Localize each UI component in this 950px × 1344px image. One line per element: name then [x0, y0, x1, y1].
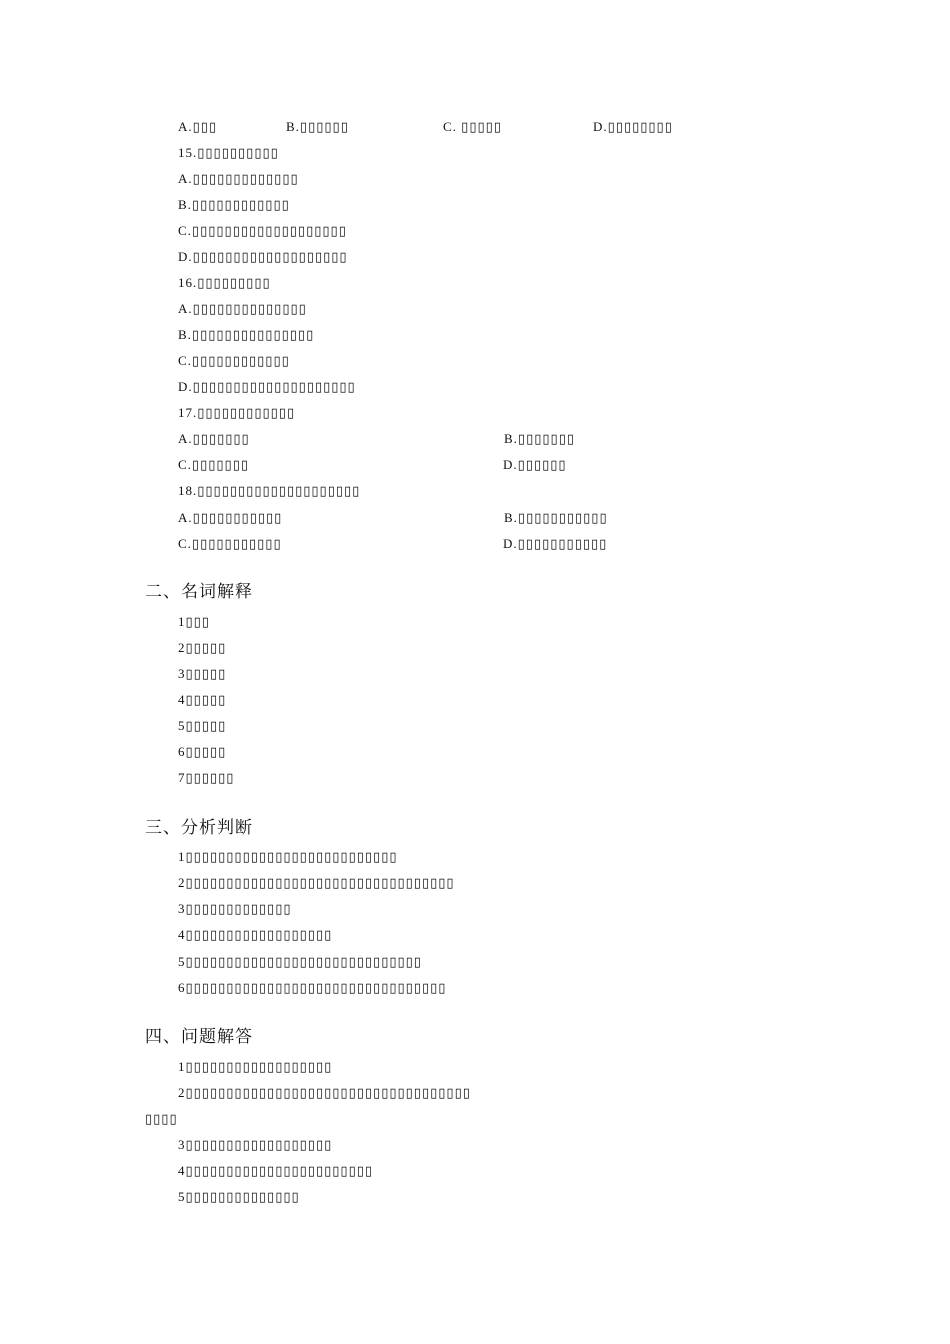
- section2-item: 4▯▯▯▯▯: [178, 692, 227, 707]
- q16-option-c: C.▯▯▯▯▯▯▯▯▯▯▯▯: [178, 353, 290, 368]
- section4-item: 3▯▯▯▯▯▯▯▯▯▯▯▯▯▯▯▯▯▯: [178, 1137, 333, 1152]
- section2-item: 5▯▯▯▯▯: [178, 718, 227, 733]
- section4-item-continuation: ▯▯▯▯: [145, 1111, 178, 1126]
- q14-option-b: B.▯▯▯▯▯▯: [286, 119, 349, 134]
- q16-option-a: A.▯▯▯▯▯▯▯▯▯▯▯▯▯▯: [178, 301, 307, 316]
- q15-option-a: A.▯▯▯▯▯▯▯▯▯▯▯▯▯: [178, 171, 299, 186]
- q15-option-c: C.▯▯▯▯▯▯▯▯▯▯▯▯▯▯▯▯▯▯▯: [178, 223, 347, 238]
- q18-stem: 18.▯▯▯▯▯▯▯▯▯▯▯▯▯▯▯▯▯▯▯▯: [178, 483, 361, 498]
- section2-item: 2▯▯▯▯▯: [178, 640, 227, 655]
- section4-item: 5▯▯▯▯▯▯▯▯▯▯▯▯▯▯: [178, 1189, 300, 1204]
- section3-item: 6▯▯▯▯▯▯▯▯▯▯▯▯▯▯▯▯▯▯▯▯▯▯▯▯▯▯▯▯▯▯▯▯: [178, 980, 447, 995]
- section3-item: 2▯▯▯▯▯▯▯▯▯▯▯▯▯▯▯▯▯▯▯▯▯▯▯▯▯▯▯▯▯▯▯▯▯: [178, 875, 455, 890]
- section4-item: 1▯▯▯▯▯▯▯▯▯▯▯▯▯▯▯▯▯▯: [178, 1059, 333, 1074]
- q17-option-a: A.▯▯▯▯▯▯▯: [178, 431, 250, 446]
- q14-option-c: C. ▯▯▯▯▯: [443, 119, 502, 134]
- q15-option-d: D.▯▯▯▯▯▯▯▯▯▯▯▯▯▯▯▯▯▯▯: [178, 249, 348, 264]
- q18-option-c: C.▯▯▯▯▯▯▯▯▯▯▯: [178, 536, 282, 551]
- section2-item: 3▯▯▯▯▯: [178, 666, 227, 681]
- q18-option-b: B.▯▯▯▯▯▯▯▯▯▯▯: [504, 510, 608, 525]
- q18-option-a: A.▯▯▯▯▯▯▯▯▯▯▯: [178, 510, 283, 525]
- section3-heading: 三、分析判断: [145, 818, 253, 838]
- q17-option-b: B.▯▯▯▯▯▯▯: [504, 431, 575, 446]
- section4-heading: 四、问题解答: [145, 1027, 253, 1047]
- section3-item: 5▯▯▯▯▯▯▯▯▯▯▯▯▯▯▯▯▯▯▯▯▯▯▯▯▯▯▯▯▯: [178, 954, 422, 969]
- section2-item: 6▯▯▯▯▯: [178, 744, 227, 759]
- q16-option-b: B.▯▯▯▯▯▯▯▯▯▯▯▯▯▯▯: [178, 327, 315, 342]
- section3-item: 4▯▯▯▯▯▯▯▯▯▯▯▯▯▯▯▯▯▯: [178, 927, 333, 942]
- q17-option-c: C.▯▯▯▯▯▯▯: [178, 457, 249, 472]
- q15-option-b: B.▯▯▯▯▯▯▯▯▯▯▯▯: [178, 197, 290, 212]
- q14-option-d: D.▯▯▯▯▯▯▯▯: [593, 119, 673, 134]
- q15-stem: 15.▯▯▯▯▯▯▯▯▯▯: [178, 145, 279, 160]
- section2-item: 1▯▯▯: [178, 614, 210, 629]
- q17-stem: 17.▯▯▯▯▯▯▯▯▯▯▯▯: [178, 405, 296, 420]
- section3-item: 1▯▯▯▯▯▯▯▯▯▯▯▯▯▯▯▯▯▯▯▯▯▯▯▯▯▯: [178, 849, 398, 864]
- q18-option-d: D.▯▯▯▯▯▯▯▯▯▯▯: [503, 536, 608, 551]
- section3-item: 3▯▯▯▯▯▯▯▯▯▯▯▯▯: [178, 901, 292, 916]
- q16-option-d: D.▯▯▯▯▯▯▯▯▯▯▯▯▯▯▯▯▯▯▯▯: [178, 379, 356, 394]
- q16-stem: 16.▯▯▯▯▯▯▯▯▯: [178, 275, 271, 290]
- section4-item: 2▯▯▯▯▯▯▯▯▯▯▯▯▯▯▯▯▯▯▯▯▯▯▯▯▯▯▯▯▯▯▯▯▯▯▯: [178, 1085, 471, 1100]
- section2-item: 7▯▯▯▯▯▯: [178, 770, 235, 785]
- section4-item: 4▯▯▯▯▯▯▯▯▯▯▯▯▯▯▯▯▯▯▯▯▯▯▯: [178, 1163, 374, 1178]
- q14-option-a: A.▯▯▯: [178, 119, 218, 134]
- q17-option-d: D.▯▯▯▯▯▯: [503, 457, 567, 472]
- section2-heading: 二、名词解释: [145, 582, 253, 602]
